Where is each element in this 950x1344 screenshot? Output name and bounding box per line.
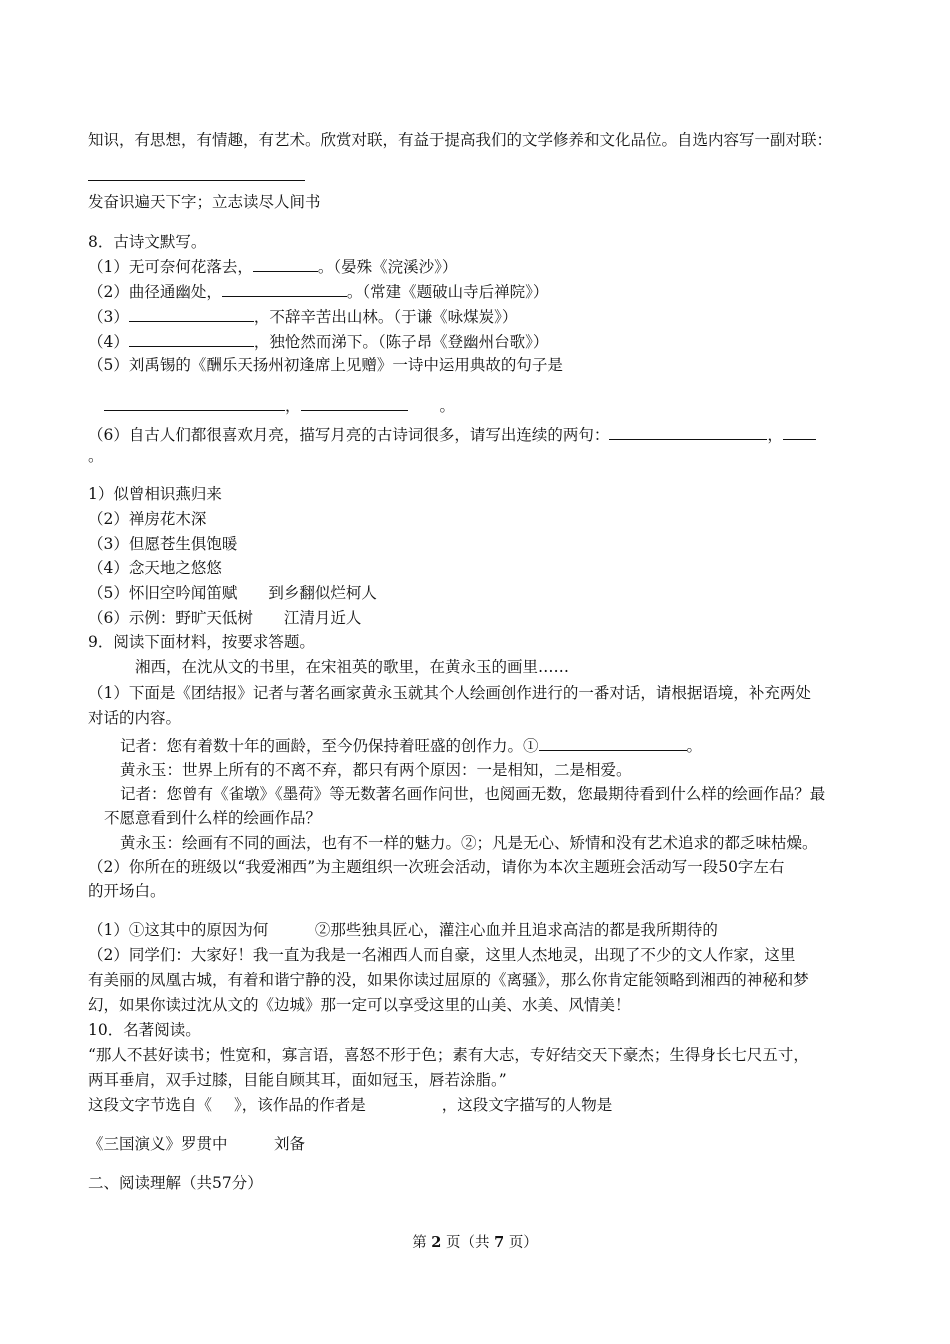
fill-blank[interactable]: [783, 424, 816, 440]
q8-item-6-end: 。: [88, 447, 104, 465]
q7-answer: 发奋识遍天下字；立志读尽人间书: [88, 193, 321, 211]
q9-dialogue-1: 记者：您有着数十年的画龄，至今仍保持着旺盛的创作力。① 。: [120, 737, 703, 755]
page-footer: 第 2 页（共 7 页）: [412, 1234, 538, 1251]
fill-blank[interactable]: [129, 331, 254, 347]
q8-answer-1: 1）似曾相识燕归来: [88, 485, 222, 503]
section-heading: 二、阅读理解（共57分）: [88, 1174, 263, 1192]
q9-answer-2-line3: 幻，如果你读过沈从文的《边城》那一定可以享受这里的山美、水美、风情美！: [88, 996, 631, 1014]
q9-part2: （2）你所在的班级以“我爱湘西”为主题组织一次班会活动，请你为本次主题班会活动写一段50字左右: [88, 858, 785, 876]
q10-answer: 《三国演义》罗贯中 刘备: [88, 1135, 306, 1153]
fill-blank[interactable]: [301, 395, 408, 411]
q9-dialogue-4: 黄永玉：绘画有不同的画法，也有不一样的魅力。②；凡是无心、矫情和没有艺术追求的都乏味枯燥。: [120, 834, 818, 852]
q8-item-3: （3） ，不辞辛苦出山林。（于谦《咏煤炭》）: [88, 308, 518, 326]
q9-answer-2: （2）同学们：大家好！我一直为我是一名湘西人而自豪，这里人杰地灵，出现了不少的文人作家，这里: [88, 946, 796, 964]
q8-item-4: （4） ，独怆然而涕下。（陈子昂《登幽州台歌》）: [88, 333, 549, 351]
q9-dialogue-2: 黄永玉：世界上所有的不离不弃，都只有两个原因：一是相知，二是相爱。: [120, 761, 632, 779]
q8-answer-4: （4）念天地之悠悠: [88, 559, 222, 577]
q10-quote: “那人不甚好读书；性宽和，寡言语，喜怒不形于色；素有大志，专好结交天下豪杰；生得身长七尺五寸，: [88, 1046, 809, 1064]
fill-blank[interactable]: [104, 395, 285, 411]
q8-item-5: （5）刘禹锡的《酬乐天扬州初逢席上见赠》一诗中运用典故的句子是: [88, 356, 563, 374]
q9-answer-1: （1）①这其中的原因为何 ②那些独具匠心，灌注心血并且追求高洁的都是我所期待的: [88, 921, 718, 939]
q9-part1-cont: 对话的内容。: [88, 709, 182, 727]
q8-item-1: （1）无可奈何花落去， 。（晏殊《浣溪沙》）: [88, 258, 458, 276]
q8-answer-5: （5）怀旧空吟闻笛赋 到乡翻似烂柯人: [88, 584, 377, 602]
q9-quote: 湘西，在沈从文的书里，在宋祖英的歌里，在黄永玉的画里……: [135, 658, 570, 676]
fill-blank[interactable]: [539, 735, 687, 751]
q9-answer-2-line2: 有美丽的凤凰古城，有着和谐宁静的没，如果你读过屈原的《离骚》，那么你肯定能领略到湘西的神秘和梦: [88, 971, 809, 989]
q10-title: 10．名著阅读。: [88, 1021, 201, 1039]
q9-dialogue-3-cont: 不愿意看到什么样的绘画作品？: [104, 809, 322, 827]
q8-title: 8．古诗文默写。: [88, 233, 207, 251]
fill-blank[interactable]: [609, 424, 767, 440]
q10-question: 这段文字节选自《 》，该作品的作者是 ，这段文字描写的人物是: [88, 1096, 613, 1114]
fill-blank[interactable]: [222, 281, 347, 297]
q7-intro: 知识，有思想，有情趣，有艺术。欣赏对联，有益于提高我们的文学修养和文化品位。自选内容写一副对联：: [88, 131, 833, 149]
q8-item-5-blanks: ， 。: [104, 395, 455, 416]
page-total: 7: [494, 1234, 505, 1251]
q9-dialogue-3: 记者：您曾有《雀墩》《墨荷》等无数著名画作问世，也阅画无数，您最期待看到什么样的绘画作品？最: [120, 785, 826, 803]
page-number: 2: [431, 1234, 442, 1251]
q8-item-2: （2）曲径通幽处， 。（常建《题破山寺后禅院》）: [88, 283, 549, 301]
q9-part2-cont: 的开场白。: [88, 882, 166, 900]
q8-answer-3: （3）但愿苍生俱饱暖: [88, 535, 238, 553]
q8-item-6: （6）自古人们都很喜欢月亮，描写月亮的古诗词很多，请写出连续的两句： ，: [88, 424, 816, 445]
q8-answer-2: （2）禅房花木深: [88, 510, 207, 528]
q9-title: 9．阅读下面材料，按要求答题。: [88, 633, 315, 651]
fill-blank[interactable]: [253, 256, 318, 272]
q8-answer-6: （6）示例：野旷天低树 江清月近人: [88, 609, 362, 627]
answer-rule: [88, 180, 305, 181]
q10-quote-cont: 两耳垂肩，双手过膝，目能自顾其耳，面如冠玉，唇若涂脂。”: [88, 1071, 507, 1089]
q9-part1: （1）下面是《团结报》记者与著名画家黄永玉就其个人绘画创作进行的一番对话，请根据语境，补充两处: [88, 684, 811, 702]
fill-blank[interactable]: [129, 306, 254, 322]
